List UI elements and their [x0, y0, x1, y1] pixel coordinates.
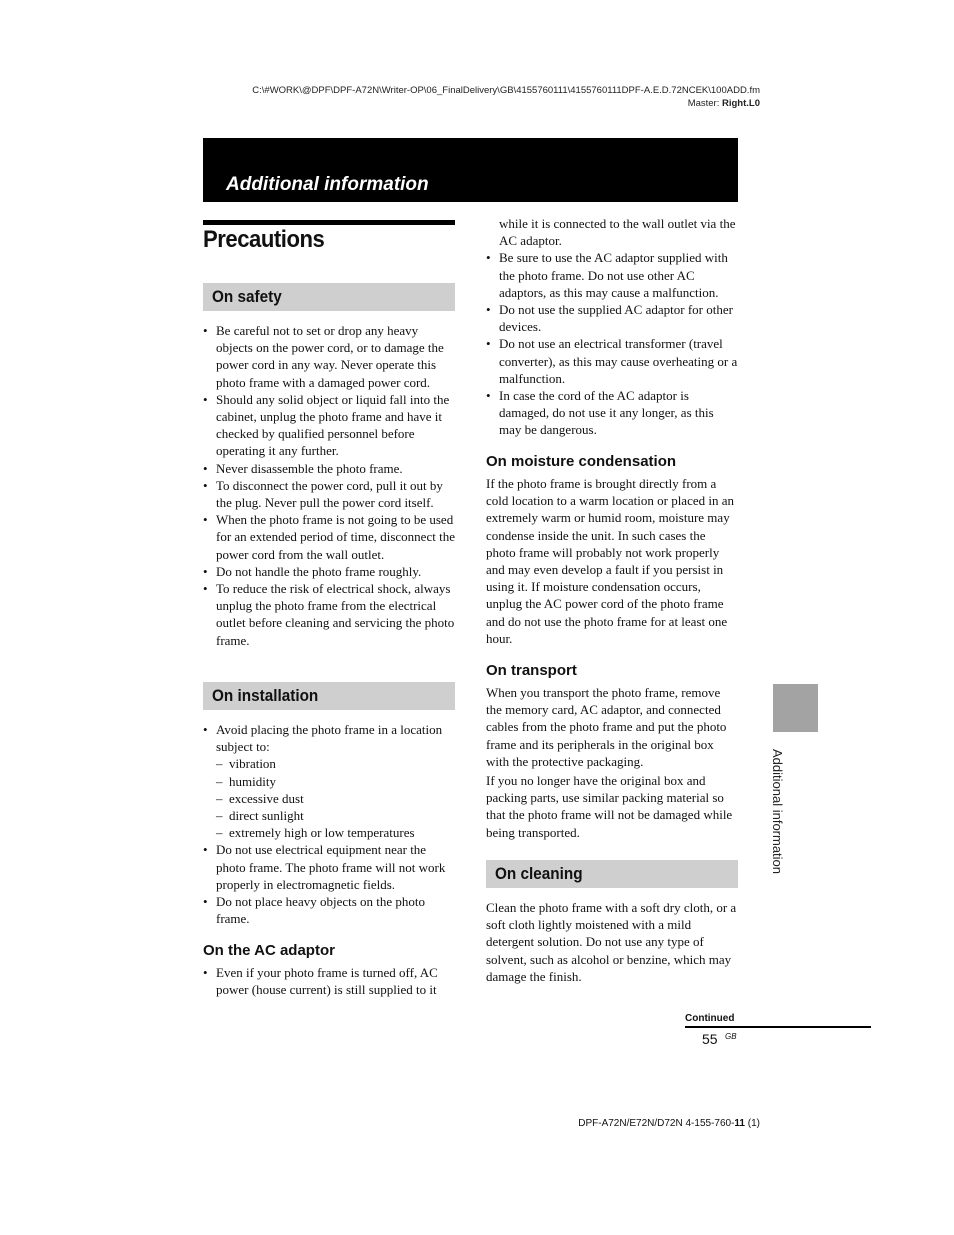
- list-item: • Be sure to use the AC adaptor supplied with the photo frame. Do not use other AC adaptors, as this may cause a malfunction.: [486, 249, 738, 301]
- section-banner: [203, 138, 738, 202]
- on-cleaning-heading-text: On cleaning: [495, 864, 583, 883]
- sub-list-item: – vibration: [203, 755, 455, 772]
- on-installation-heading: [203, 682, 455, 710]
- sub-list-item: – extremely high or low temperatures: [203, 824, 455, 841]
- moisture-heading: On moisture condensation: [486, 453, 677, 470]
- sub-list-item: – direct sunlight: [203, 807, 455, 824]
- cleaning-text: [486, 899, 738, 985]
- list-item: • Avoid placing the photo frame in a location subject to:: [203, 721, 455, 755]
- sub-list-item: – excessive dust: [203, 790, 455, 807]
- list-item: • Even if your photo frame is turned off, AC power (house current) is still supplied to it: [203, 964, 455, 998]
- list-item: • When the photo frame is not going to be used for an extended period of time, disconnect the power cord from the wall outlet.: [203, 511, 455, 563]
- master-label: [150, 97, 760, 110]
- transport-heading: On transport: [486, 662, 577, 679]
- model-prefix: DPF-A72N/E72N/D72N 4-155-760-: [578, 1118, 735, 1129]
- on-safety-heading-text: On safety: [212, 287, 282, 306]
- model-number-footer: [460, 1118, 760, 1129]
- continued-label: Continued: [685, 1013, 735, 1024]
- list-item: • To disconnect the power cord, pull it out by the plug. Never pull the power cord itself.: [203, 477, 455, 511]
- page-title: Precautions: [203, 226, 325, 253]
- ac-adaptor-heading: On the AC adaptor: [203, 942, 335, 959]
- ac-adaptor-list-continued: [486, 215, 738, 439]
- banner-title: Additional information: [226, 174, 429, 195]
- list-item: • Do not place heavy objects on the photo frame.: [203, 893, 455, 927]
- file-path: C:\#WORK\@DPF\DPF-A72N\Writer-OP\06_FinalDelivery\GB\4155760111\4155760111DPF-A.E.D.72NCEK\100ADD.fm: [252, 85, 760, 96]
- on-installation-heading-text: On installation: [212, 686, 319, 705]
- model-bold: 11: [734, 1118, 745, 1129]
- paragraph: When you transport the photo frame, remove the memory card, AC adaptor, and connected cables from the photo frame and put the photo frame and its peripherals in the original box with the protective packaging.: [486, 685, 727, 769]
- list-item: • In case the cord of the AC adaptor is damaged, do not use it any longer, as this may be dangerous.: [486, 387, 738, 439]
- safety-list: [203, 322, 455, 649]
- page-suffix: GB: [725, 1032, 737, 1041]
- master-label-text: Master:: [687, 98, 722, 109]
- moisture-text: [486, 475, 738, 647]
- continued-rule: [685, 1026, 871, 1028]
- list-item: • Be careful not to set or drop any heavy objects on the power cord, or to damage the power cord in any way. Never operate this photo frame with a damaged power cord.: [203, 322, 455, 391]
- on-cleaning-heading: [486, 860, 738, 888]
- paragraph: If you no longer have the original box and packing parts, use similar packing material so that the photo frame will not be damaged while being transported.: [486, 773, 733, 840]
- paragraph: Clean the photo frame with a soft dry cloth, or a soft cloth lightly moistened with a mild detergent solution. Do not use any type of solvent, such as alcohol or benzine, which may damage the finish.: [486, 900, 737, 984]
- sub-list-item: – humidity: [203, 773, 455, 790]
- list-item-continued: while it is connected to the wall outlet via the AC adaptor.: [499, 216, 736, 249]
- transport-text: [486, 684, 738, 841]
- on-safety-heading: [203, 283, 455, 311]
- file-path-header: [150, 84, 760, 110]
- model-suffix: (1): [745, 1118, 760, 1129]
- list-item: • Do not use electrical equipment near the photo frame. The photo frame will not work properly in electromagnetic fields.: [203, 841, 455, 893]
- ac-adaptor-list: [203, 964, 455, 998]
- chapter-tab: [773, 684, 818, 732]
- master-value: Right.L0: [722, 98, 760, 109]
- paragraph: If the photo frame is brought directly from a cold location to a warm location or placed in an extremely warm or humid room, moisture may condense inside the unit. In such cases the photo frame will probably not work properly and may even develop a fault if you persist in using it. If moisture condensation occurs, unplug the AC power cord of the photo frame and do not use the photo frame for at least one hour.: [486, 476, 734, 646]
- chapter-side-label: Additional information: [770, 749, 785, 875]
- installation-list: [203, 721, 455, 927]
- list-item: • Should any solid object or liquid fall into the cabinet, unplug the photo frame and have it checked by qualified personnel before operating it any further.: [203, 391, 455, 460]
- list-item: • To reduce the risk of electrical shock, always unplug the photo frame from the electrical outlet before cleaning and servicing the photo frame.: [203, 580, 455, 649]
- title-rule: [203, 220, 455, 225]
- list-item: • Do not handle the photo frame roughly.: [203, 563, 455, 580]
- list-item: • Do not use the supplied AC adaptor for other devices.: [486, 301, 738, 335]
- page-number: 55: [702, 1031, 718, 1047]
- list-item: • Never disassemble the photo frame.: [203, 460, 455, 477]
- list-item: • Do not use an electrical transformer (travel converter), as this may cause overheating or a malfunction.: [486, 335, 738, 387]
